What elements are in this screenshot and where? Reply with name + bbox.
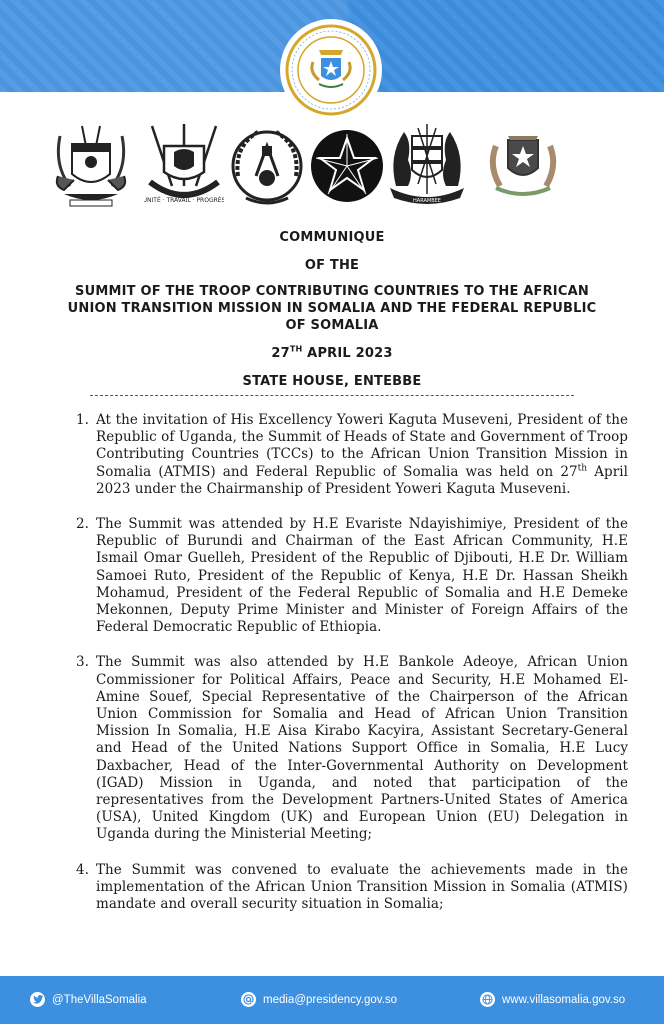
date-rest: APRIL 2023 xyxy=(302,346,393,361)
footer-twitter-link[interactable] xyxy=(30,992,147,1007)
globe-icon xyxy=(480,992,495,1007)
doc-title-of-the: OF THE xyxy=(304,258,360,273)
twitter-handle: @TheVillaSomalia xyxy=(52,993,147,1006)
doc-title-summit: SUMMIT OF THE TROOP CONTRIBUTING COUNTRIES TO THE AFRICAN UNION TRANSITION MISSION IN SOMALIA AND THE FEDERAL REPUBLIC OF SOMALIA xyxy=(67,284,597,333)
rwanda-emblem-icon xyxy=(226,116,308,218)
footer-email-link[interactable] xyxy=(241,992,397,1007)
item-text-part: At the invitation of His Excellency Yoweri Kaguta Museveni, President of the Republic of Uganda, the Summit of Heads of State and Government of Troop Contributing Countries (TCCs) to the African Union Transition Mission in Somalia (ATMIS) and Federal Republic of Somalia was held on 27 xyxy=(96,412,628,480)
date-suffix: TH xyxy=(289,344,303,354)
kenya-coat-of-arms-icon xyxy=(384,116,470,218)
kenya-motto: HARAMBEE xyxy=(413,198,441,204)
email-address: media@presidency.gov.so xyxy=(263,993,397,1006)
item-number: 1. xyxy=(76,412,89,428)
date-day: 27 xyxy=(271,346,290,361)
burundi-coat-of-arms-icon xyxy=(144,116,224,218)
doc-title-communique: COMMUNIQUE xyxy=(279,230,385,245)
item-text xyxy=(96,412,628,498)
item-number: 3. xyxy=(76,654,89,671)
doc-date xyxy=(0,345,664,362)
presidency-seal xyxy=(283,22,379,118)
list-item xyxy=(76,654,628,843)
item-text: The Summit was also attended by H.E Bankole Adeoye, African Union Commissioner for Political Affairs, Peace and Security, H.E Mohamed El-Amine Souef, Special Representative of the Chairperson of the African Union Commission for Somalia and Head of African Union Transition Mission In Somalia, H.E Aisa Kirabo Kacyira, Assistant Secretary-General and Head of the United Nations Support Office in Somalia, H.E Lucy Daxbacher, Head of the Inter-Governmental Authority on Development (IGAD) Mission in Uganda, and noted that participation of the representatives from the Development Partners-United States of America (USA), United Kingdom (UK) and European Union (EU) Delegation in Uganda during the Ministerial Meeting; xyxy=(96,654,628,843)
doc-place: STATE HOUSE, ENTEBBE xyxy=(242,374,422,389)
item-number: 4. xyxy=(76,861,89,878)
item-number: 2. xyxy=(76,516,89,533)
uganda-coat-of-arms-icon xyxy=(52,116,130,218)
item-text: The Summit was attended by H.E Evariste Ndayishimiye, President of the Republic of Burundi and Chairman of the East African Community, H.E Ismail Omar Guelleh, President of the Republic of Djibouti, H.E Dr. William Samoei Ruto, President of the Republic of Kenya, H.E Dr. Hassan Sheikh Mohamud, President of the Federal Republic of Somalia and H.E Demeke Mekonnen, Deputy Prime Minister and Minister of Foreign Affairs of the Federal Democratic Republic of Ethiopia. xyxy=(96,516,628,636)
dashed-divider xyxy=(90,395,574,396)
burundi-motto: UNITÉ · TRAVAIL · PROGRÈS xyxy=(144,197,224,204)
footer-bar xyxy=(0,976,664,1024)
item-text-sup: th xyxy=(577,463,588,474)
somalia-coat-of-arms-icon xyxy=(482,116,564,218)
list-item xyxy=(76,862,628,914)
footer-website-link[interactable] xyxy=(480,992,625,1007)
list-item xyxy=(76,516,628,636)
website-url: www.villasomalia.gov.so xyxy=(502,993,626,1006)
emblem-row xyxy=(40,116,630,216)
communique-items xyxy=(76,412,628,931)
item-text-part: April 2023 under the Chairmanship of President Yoweri Kaguta Museveni. xyxy=(96,463,628,497)
list-item xyxy=(76,412,628,498)
ethiopia-emblem-icon xyxy=(306,116,388,218)
at-sign-icon xyxy=(241,992,256,1007)
item-text: The Summit was convened to evaluate the achievements made in the implementation of the African Union Transition Mission in Somalia (ATMIS) mandate and overall security situation in Somalia; xyxy=(96,861,628,913)
seal-icon xyxy=(283,22,379,118)
twitter-icon xyxy=(30,992,45,1007)
